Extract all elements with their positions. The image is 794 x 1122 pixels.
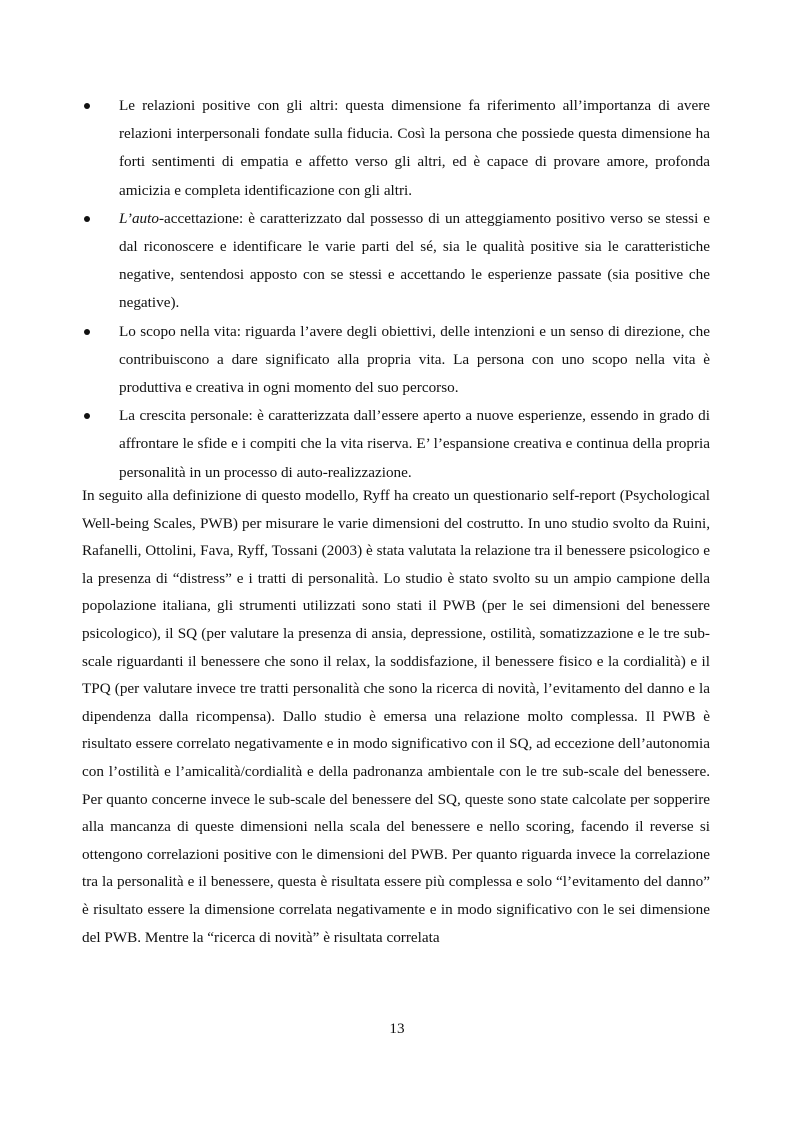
bullet-text: : riguarda l’avere degli obiettivi, delle intenzioni e un senso di direzione, che contribuiscono a dare significato alla propria vita. La persona con uno scopo nella vita è produttiva e creativa in ogni momento del suo percorso. [119,322,710,397]
bullet-icon [84,216,90,222]
bullet-term: Le relazioni positive con gli altri [119,97,335,114]
bullet-term: -accettazione [158,209,240,227]
bullet-term: Lo scopo nella vita [119,322,237,340]
body-paragraph: In seguito alla definizione di questo modello, Ryff ha creato un questionario self-report (Psychological Well-being Scales, PWB) per misurare le varie dimensioni del costrutto. In uno studio svolto da Ruini, Rafanelli, Ottolini, Fava, Ryff, Tossani (2003) è stata valutata la relazione tra il benessere psicologico e la presenza di “distress” e i tratti di personalità. Lo studio è stato svolto su un ampio campione della popolazione italiana, gli strumenti utilizzati sono stati il PWB (per le sei dimensioni del benessere psicologico), il SQ (per valutare la presenza di ansia, depressione, ostilità, somatizzazione e le tre sub-scale riguardanti il benessere che sono il relax, la soddisfazione, il benessere fisico e la cordialità) e il TPQ (per valutare invece tre tratti personalità che sono la ricerca di novità, l’evitamento del danno e la dipendenza dalla ricompensa). Dallo studio è emersa una relazione molto complessa. Il PWB è risultato essere correlato negativamente e in modo significativo con il SQ, ad eccezione dell’autonomia con l’ostilità e l’amicalità/cordialità e della padronanza ambientale con le tre sub-scale del benessere. Per quanto concerne invece le sub-scale del benessere del SQ, queste sono state calcolate per sopperire alla mancanza di queste dimensioni nella scala del benessere e nello scoring, facendo il reverse si ottengono correlazioni positive con le dimensioni del PWB. Per quanto riguarda invece la correlazione tra la personalità e il benessere, questa è risultata essere più complessa e solo “l’evitamento del danno” è risultato essere la dimensione correlata negativamente e in modo significativo con le sei dimensione del PWB. Mentre la “ricerca di novità” è risultata correlata [82,487,710,946]
bullet-icon [84,103,90,109]
list-item [82,92,710,205]
page-number: 13 [389,1020,405,1037]
bullet-icon [84,329,90,335]
bullet-icon [84,413,90,419]
bullet-term-italic: L’auto [119,209,159,227]
bullet-text: : è caratterizzato dal possesso di un atteggiamento positivo verso se stessi e dal riconoscere e identificare le varie parti del sé, sia le qualità positive sia le caratteristiche negative, sentendosi apposto con se stessi e accettando le esperienze passate (sia positive che negative). [119,209,710,312]
list-item [82,402,710,487]
bullet-text: : è caratterizzata dall’essere aperto a nuove esperienze, essendo in grado di affrontare le sfide e i compiti che la vita riserva. E’ l’espansione creativa e continua della propria personalità in un processo di auto-realizzazione. [119,407,710,481]
dimension-list [82,92,710,487]
bullet-text: : questa dimensione fa riferimento all’importanza di avere relazioni interpersonali fondate sulla fiducia. Così la persona che possiede questa dimensione ha forti sentimenti di empatia e affetto verso gli altri, ed è capace di provare amore, profonda amicizia e completa identificazione con gli altri. [119,97,711,199]
list-item [82,318,710,403]
list-item [82,205,710,318]
bullet-term: La crescita personale [119,407,249,425]
